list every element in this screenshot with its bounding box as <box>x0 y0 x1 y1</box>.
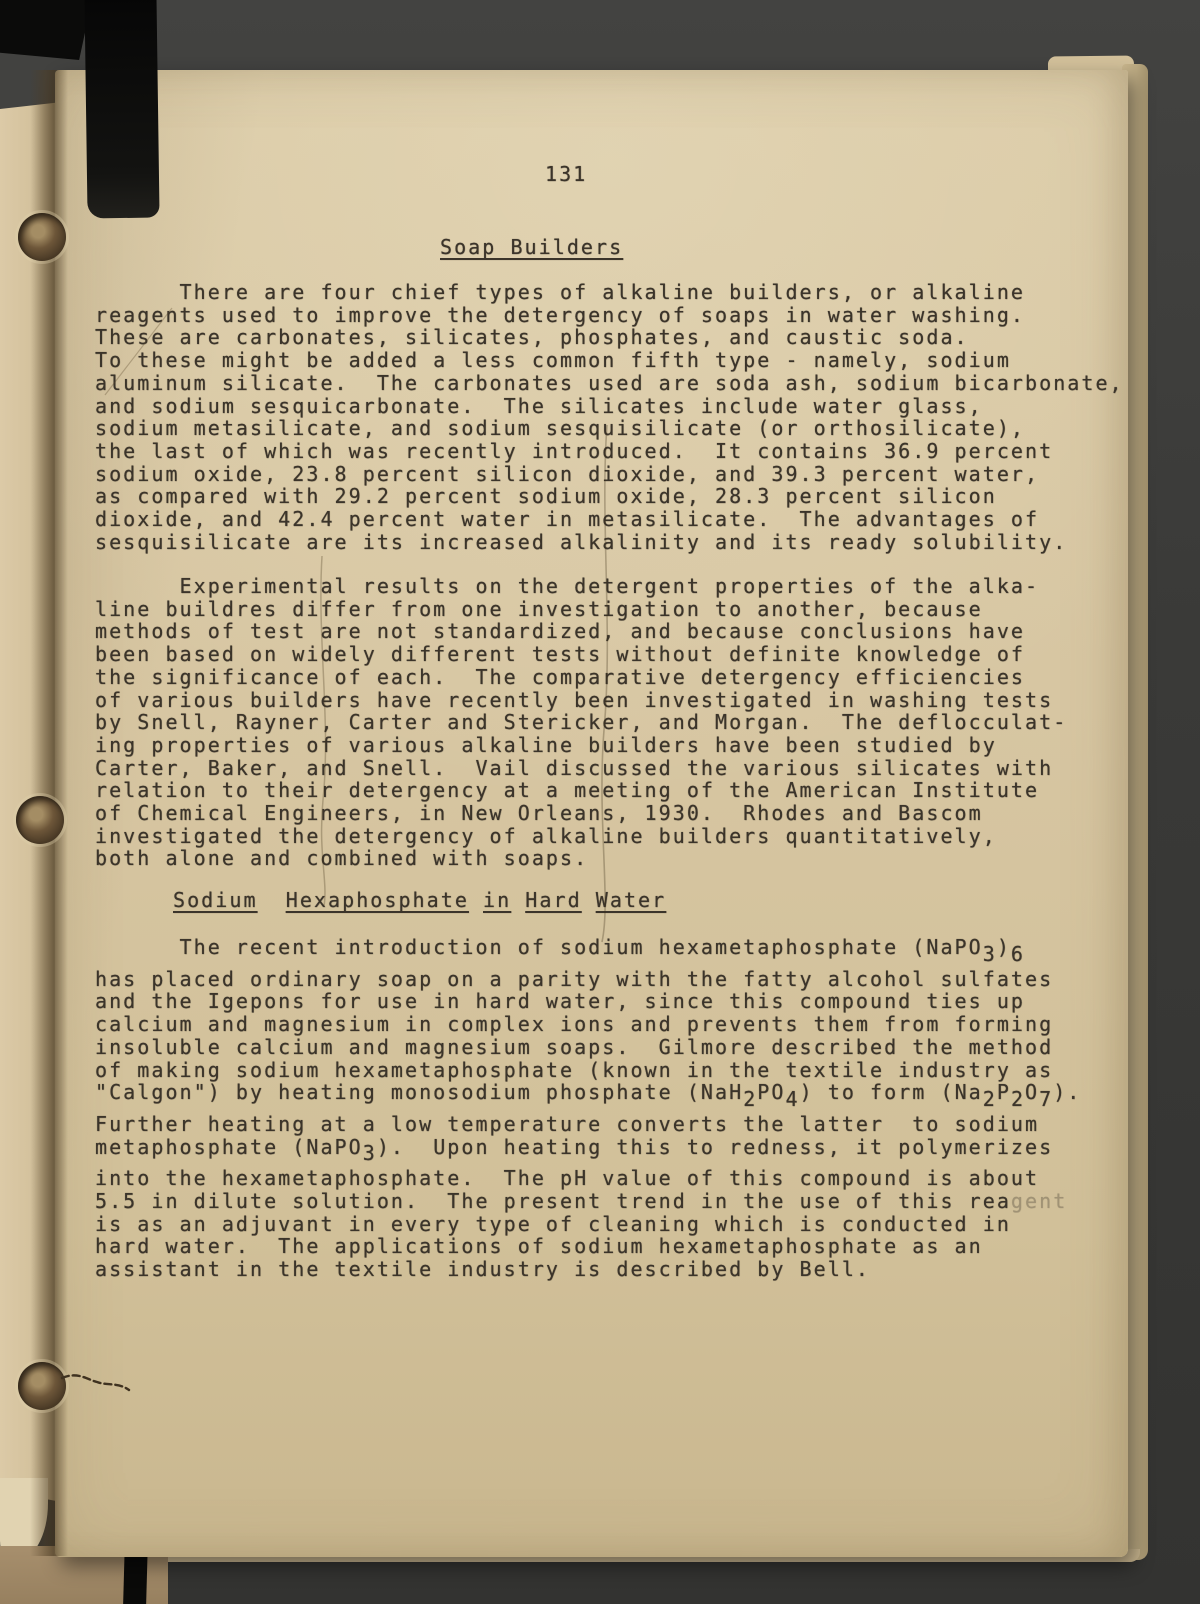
text-segment: P <box>996 1080 1011 1105</box>
text-segment <box>582 888 596 912</box>
text-segment: PO <box>757 1080 786 1105</box>
text-segment: Hard <box>525 888 582 912</box>
binder-hole-middle <box>16 796 64 844</box>
text-segment: 7 <box>1039 1086 1054 1111</box>
text-line <box>95 1134 1081 1166</box>
text-segment: 6 <box>1010 941 1026 966</box>
text-line: Experimental results on the detergent properties of the alka- <box>95 574 1040 598</box>
text-line: Further heating at a low temperature converts the latter to sodium <box>95 1111 1040 1136</box>
paragraph-experimental-results <box>95 575 1067 870</box>
text-line: ing properties of various alkaline builders have been studied by <box>95 732 997 757</box>
text-segment: ). <box>1053 1080 1082 1105</box>
text-line: both alone and combined with soaps. <box>95 846 589 871</box>
text-segment: 5.5 in dilute solution. The present trend in the use of this rea <box>95 1189 1011 1214</box>
text-line: sesquisilicate are its increased alkalinity and its ready solubility. <box>95 529 1068 554</box>
text-line: of making sodium hexametaphosphate (known in the textile industry as <box>95 1057 1054 1082</box>
text-line: is as an adjuvant in every type of cleaning which is conducted in <box>95 1211 1011 1236</box>
text-line: investigated the detergency of alkaline builders quantitatively, <box>95 823 997 848</box>
text-segment: ) to form (Na <box>799 1080 983 1105</box>
binder-corner-shadow <box>0 0 92 60</box>
text-segment: "Calgon") by heating monosodium phosphate (NaH <box>95 1080 744 1105</box>
text-segment: O <box>1025 1080 1040 1105</box>
text-line: There are four chief types of alkaline builders, or alkaline <box>95 280 1026 304</box>
text-segment <box>469 888 483 912</box>
binder-hole-bottom <box>18 1362 66 1410</box>
text-segment: Soap Builders <box>440 235 624 259</box>
text-segment: 2 <box>1010 1086 1026 1111</box>
text-segment: Hexaphosphate <box>285 888 469 912</box>
text-line: sodium metasilicate, and sodium sesquisilicate (or orthosilicate), <box>95 416 1026 441</box>
text-segment: Water <box>595 888 667 912</box>
text-line <box>95 1190 1081 1213</box>
text-line: methods of test are not standardized, and because conclusions have <box>95 619 1026 644</box>
binder-hole-top <box>18 213 66 261</box>
heading-soap-builders <box>440 236 623 259</box>
text-line: calcium and magnesium in complex ions and prevents them from forming <box>95 1012 1054 1037</box>
text-line: as compared with 29.2 percent sodium oxide, 28.3 percent silicon <box>95 484 997 509</box>
binder-clip-black <box>84 0 159 218</box>
text-line: by Snell, Rayner, Carter and Stericker, and Morgan. The deflocculat- <box>95 710 1068 735</box>
text-line: line buildres differ from one investigation to another, because <box>95 596 983 621</box>
text-line: insoluble calcium and magnesium soaps. Gilmore described the method <box>95 1034 1054 1059</box>
text-line: the last of which was recently introduced. It contains 36.9 percent <box>95 438 1054 463</box>
text-line: been based on widely different tests without definite knowledge of <box>95 642 1026 667</box>
text-line: sodium oxide, 23.8 percent silicon dioxide, and 39.3 percent water, <box>95 461 1040 486</box>
main-page <box>55 70 1128 1557</box>
paragraph-hexametaphosphate <box>95 936 1081 1281</box>
text-segment: Sodium <box>173 888 258 912</box>
text-line: of various builders have recently been investigated in washing tests <box>95 687 1054 712</box>
text-segment: gent <box>1010 1189 1068 1214</box>
text-segment: 2 <box>743 1086 758 1111</box>
text-line: relation to their detergency at a meeting of the American Institute <box>95 778 1040 803</box>
text-line: Carter, Baker, and Snell. Vail discussed the various silicates with <box>95 755 1054 780</box>
text-segment: 4 <box>785 1086 800 1111</box>
text-line: of Chemical Engineers, in New Orleans, 1930. Rhodes and Bascom <box>95 801 983 826</box>
text-line: These are carbonates, silicates, phosphates, and caustic soda. <box>95 325 969 350</box>
text-line: and sodium sesquicarbonate. The silicates include water glass, <box>95 393 983 418</box>
text-line: the significance of each. The comparative detergency efficiencies <box>95 664 1026 689</box>
text-segment: 3 <box>982 941 997 966</box>
text-line: assistant in the textile industry is described by Bell. <box>95 1257 871 1282</box>
text-line: reagents used to improve the detergency of soaps in water washing. <box>95 302 1026 327</box>
text-line: aluminum silicate. The carbonates used are soda ash, sodium bicarbonate, <box>95 370 1124 395</box>
paragraph-alkaline-builders <box>95 281 1124 553</box>
text-segment: ) <box>996 935 1011 959</box>
text-line <box>95 935 1081 966</box>
text-segment <box>258 888 286 912</box>
heading-sodium-hexaphosphate <box>173 889 666 912</box>
text-line <box>95 1080 1082 1111</box>
text-line: has placed ordinary soap on a parity with the fatty alcohol sulfates <box>95 966 1054 991</box>
text-segment: ). Upon heating this to redness, it polymerizes <box>376 1134 1054 1159</box>
text-segment: metaphosphate (NaPO <box>95 1134 363 1159</box>
text-segment: The recent introduction of sodium hexametaphosphate (NaPO <box>95 935 983 959</box>
text-segment: 2 <box>982 1086 997 1111</box>
text-line: into the hexametaphosphate. The pH value of this compound is about <box>95 1166 1040 1191</box>
text-line: To these might be added a less common fifth type - namely, sodium <box>95 348 1011 373</box>
text-segment: in <box>483 888 512 912</box>
text-line: dioxide, and 42.4 percent water in metasilicate. The advantages of <box>95 507 1040 532</box>
page-number: 131 <box>545 162 588 186</box>
text-line: hard water. The applications of sodium hexametaphosphate as an <box>95 1234 983 1259</box>
text-segment <box>511 888 525 912</box>
text-line: and the Igepons for use in hard water, since this compound ties up <box>95 989 1026 1014</box>
text-segment: 3 <box>362 1141 377 1166</box>
